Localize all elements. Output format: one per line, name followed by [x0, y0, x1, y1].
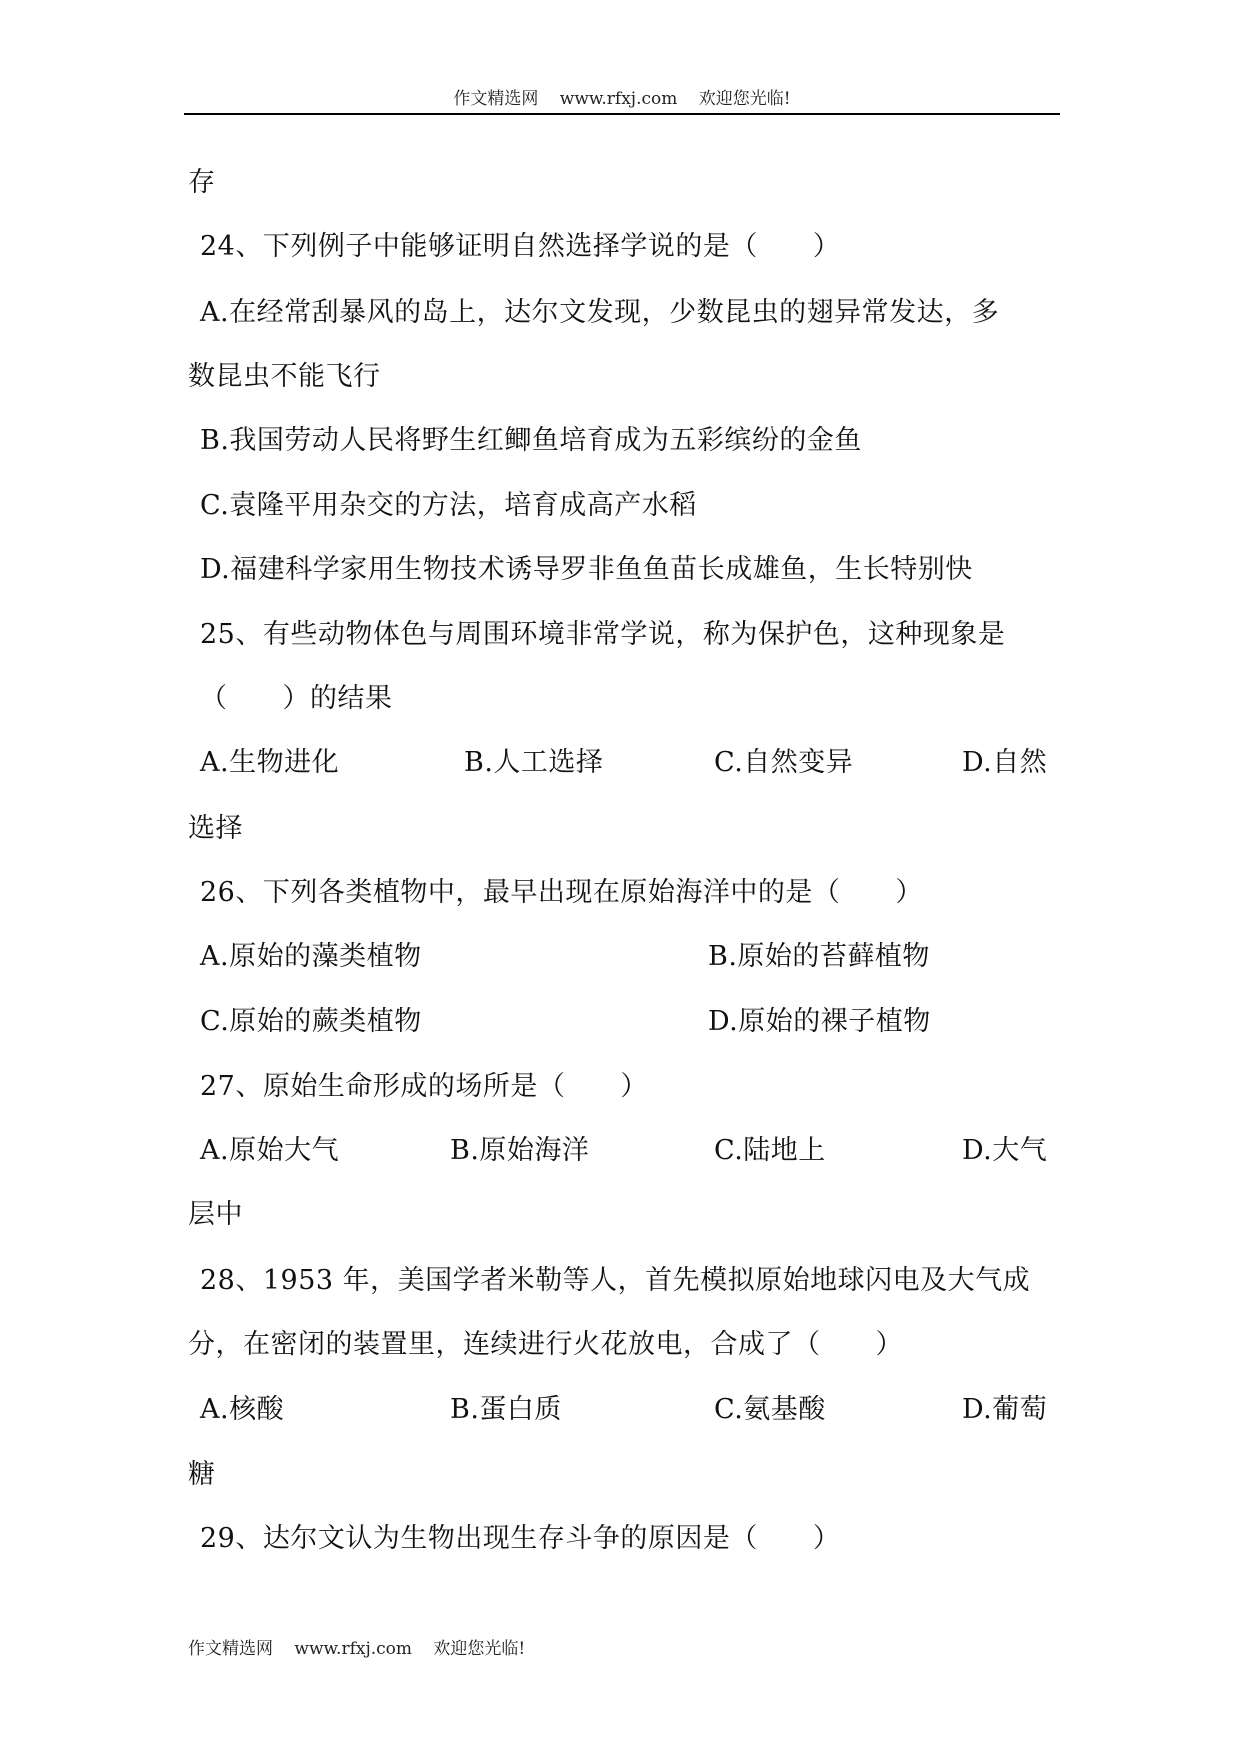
footer-url: www.rfxj.com: [294, 1639, 413, 1659]
q25-option-c: C.自然变异: [714, 747, 854, 778]
q27-option-d: D.大气: [962, 1135, 1048, 1166]
footer-site-name: 作文精选网: [188, 1639, 273, 1659]
page-header: [184, 84, 1060, 109]
q27-option-c: C.陆地上: [714, 1135, 826, 1166]
question-26: 26、下列各类植物中，最早出现在原始海洋中的是（ ）: [200, 877, 923, 908]
q24-option-b: B.我国劳动人民将野生红鲫鱼培育成为五彩缤纷的金鱼: [200, 425, 862, 456]
q25-option-b: B.人工选择: [464, 747, 604, 778]
header-divider: [184, 113, 1060, 115]
header-welcome: 欢迎您光临!: [698, 89, 791, 109]
q27-option-a: A.原始大气: [200, 1135, 340, 1166]
q26-option-c: C.原始的蕨类植物: [200, 1006, 422, 1037]
q24-option-a-cont: 数昆虫不能飞行: [188, 361, 381, 392]
q25-option-a: A.生物进化: [200, 747, 340, 778]
header-site-name: 作文精选网: [453, 89, 539, 109]
q28-option-b: B.蛋白质: [450, 1394, 562, 1425]
question-25-cont: （ ）的结果: [200, 683, 393, 714]
question-28-cont: 分，在密闭的装置里，连续进行火花放电，合成了（ ）: [188, 1329, 903, 1360]
q28-option-d-cont: 糖: [188, 1459, 216, 1490]
question-27: 27、原始生命形成的场所是（ ）: [200, 1071, 648, 1102]
q27-option-b: B.原始海洋: [450, 1135, 590, 1166]
q28-option-c: C.氨基酸: [714, 1394, 826, 1425]
q24-option-a: A.在经常刮暴风的岛上，达尔文发现，少数昆虫的翅异常发达，多: [200, 297, 1000, 328]
question-25: 25、有些动物体色与周围环境非常学说，称为保护色，这种现象是: [200, 619, 1006, 650]
header-url: www.rfxj.com: [559, 89, 678, 109]
q28-option-a: A.核酸: [200, 1394, 285, 1425]
q27-option-d-cont: 层中: [188, 1199, 243, 1230]
q24-option-c: C.袁隆平用杂交的方法，培育成高产水稻: [200, 490, 697, 521]
q26-option-b: B.原始的苔藓植物: [708, 941, 930, 972]
question-28: 28、1953 年，美国学者米勒等人，首先模拟原始地球闪电及大气成: [200, 1265, 1031, 1296]
q26-option-d: D.原始的裸子植物: [708, 1006, 931, 1037]
continuation-text: 存: [188, 167, 216, 198]
q25-option-d-cont: 选择: [188, 813, 243, 844]
q28-option-d: D.葡萄: [962, 1394, 1048, 1425]
q26-option-a: A.原始的藻类植物: [200, 941, 422, 972]
question-24: 24、下列例子中能够证明自然选择学说的是（ ）: [200, 231, 841, 262]
footer-welcome: 欢迎您光临!: [433, 1639, 526, 1659]
q24-option-d: D.福建科学家用生物技术诱导罗非鱼鱼苗长成雄鱼，生长特别快: [200, 554, 973, 585]
page-footer: [188, 1634, 541, 1659]
question-29: 29、达尔文认为生物出现生存斗争的原因是（ ）: [200, 1523, 841, 1554]
q25-option-d: D.自然: [962, 747, 1048, 778]
